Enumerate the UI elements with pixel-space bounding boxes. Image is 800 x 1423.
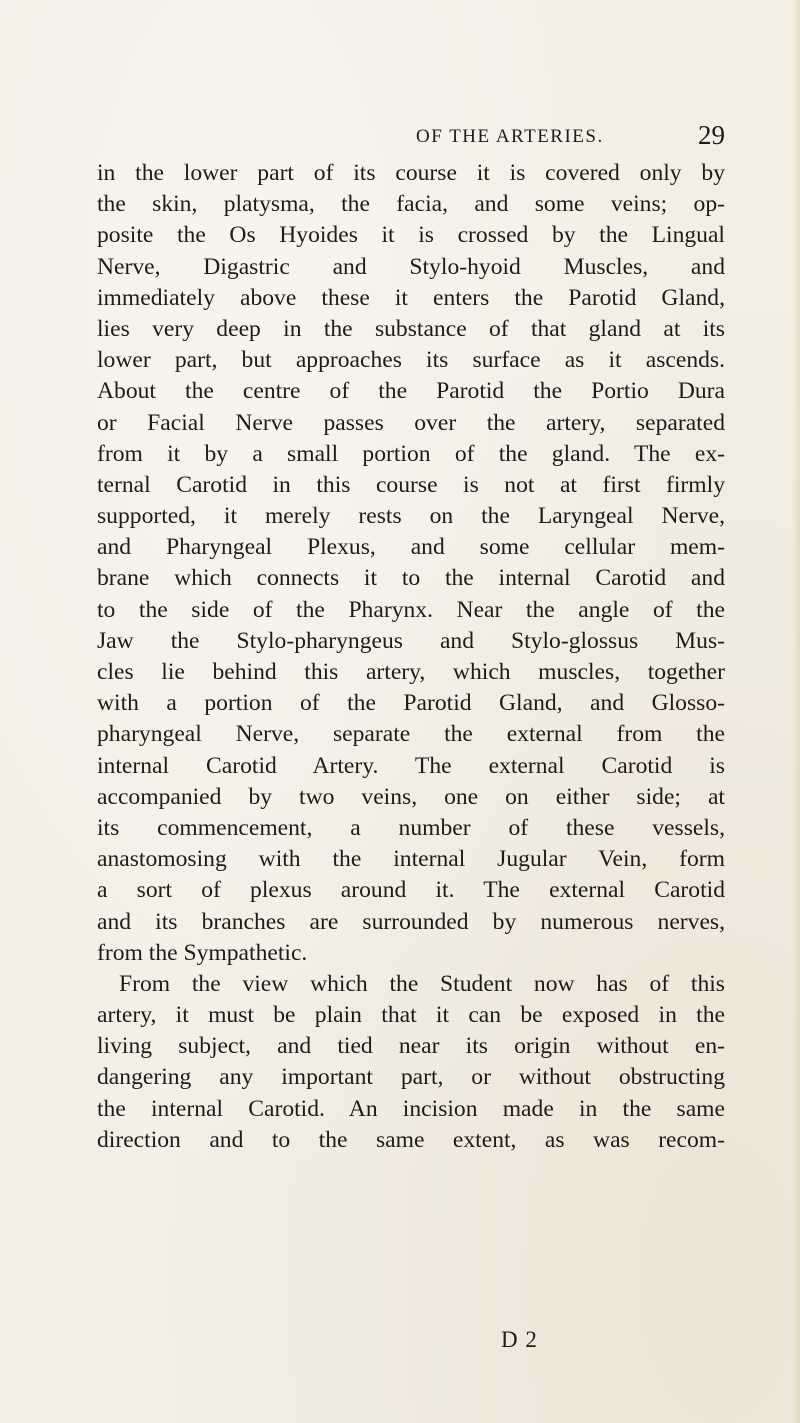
paragraph-start-line: From the view which the Student now has of this [119, 970, 725, 997]
text-line: lower part, but approaches its surface as it ascends. [97, 347, 725, 374]
text-line: Jaw the Stylo-pharyngeus and Stylo-glossus Mus- [97, 627, 725, 654]
text-line: the internal Carotid. An incision made in the same [97, 1095, 725, 1122]
text-line: from it by a small portion of the gland. The ex- [97, 440, 725, 467]
text-line: ternal Carotid in this course is not at first firmly [97, 471, 725, 498]
text-line: a sort of plexus around it. The external Carotid [97, 877, 725, 904]
text-line: artery, it must be plain that it can be exposed in the [97, 1002, 725, 1029]
page-edge-shading [792, 0, 800, 1423]
text-line: and Pharyngeal Plexus, and some cellular mem- [97, 534, 725, 561]
text-line: posite the Os Hyoides it is crossed by the Lingual [97, 222, 725, 249]
text-line: accompanied by two veins, one on either side; at [97, 783, 725, 810]
running-title: OF THE ARTERIES. [416, 126, 604, 147]
text-line: internal Carotid Artery. The external Carotid is [97, 752, 725, 779]
text-line: the skin, platysma, the facia, and some veins; op- [97, 191, 725, 218]
text-line: direction and to the same extent, as was recom- [97, 1126, 725, 1153]
text-line: dangering any important part, or without obstructing [97, 1064, 725, 1091]
text-line: About the centre of the Parotid the Portio Dura [97, 378, 725, 405]
text-line: lies very deep in the substance of that gland at its [97, 315, 725, 342]
text-line: immediately above these it enters the Parotid Gland, [97, 284, 725, 311]
text-line: supported, it merely rests on the Laryngeal Nerve, [97, 503, 725, 530]
text-line: from the Sympathetic. [97, 939, 308, 966]
text-line: anastomosing with the internal Jugular Vein, form [97, 846, 725, 873]
text-line: and its branches are surrounded by numerous nerves, [97, 908, 725, 935]
text-line: its commencement, a number of these vessels, [97, 814, 725, 841]
text-line: or Facial Nerve passes over the artery, separated [97, 409, 725, 436]
text-line: pharyngeal Nerve, separate the external from the [97, 721, 725, 748]
text-line: cles lie behind this artery, which muscles, together [97, 659, 725, 685]
running-head [0, 118, 800, 154]
text-line: to the side of the Pharynx. Near the angle of the [97, 596, 725, 623]
body-text [97, 158, 725, 1156]
text-line: brane which connects it to the internal Carotid and [97, 565, 725, 592]
signature-mark: D 2 [501, 1327, 538, 1352]
text-line: Nerve, Digastric and Stylo-hyoid Muscles, and [97, 253, 725, 280]
text-line: with a portion of the Parotid Gland, and Glosso- [97, 690, 725, 717]
page-number: 29 [698, 120, 725, 150]
text-line: in the lower part of its course it is covered only by [97, 160, 725, 186]
text-line: living subject, and tied near its origin without en- [97, 1033, 725, 1060]
